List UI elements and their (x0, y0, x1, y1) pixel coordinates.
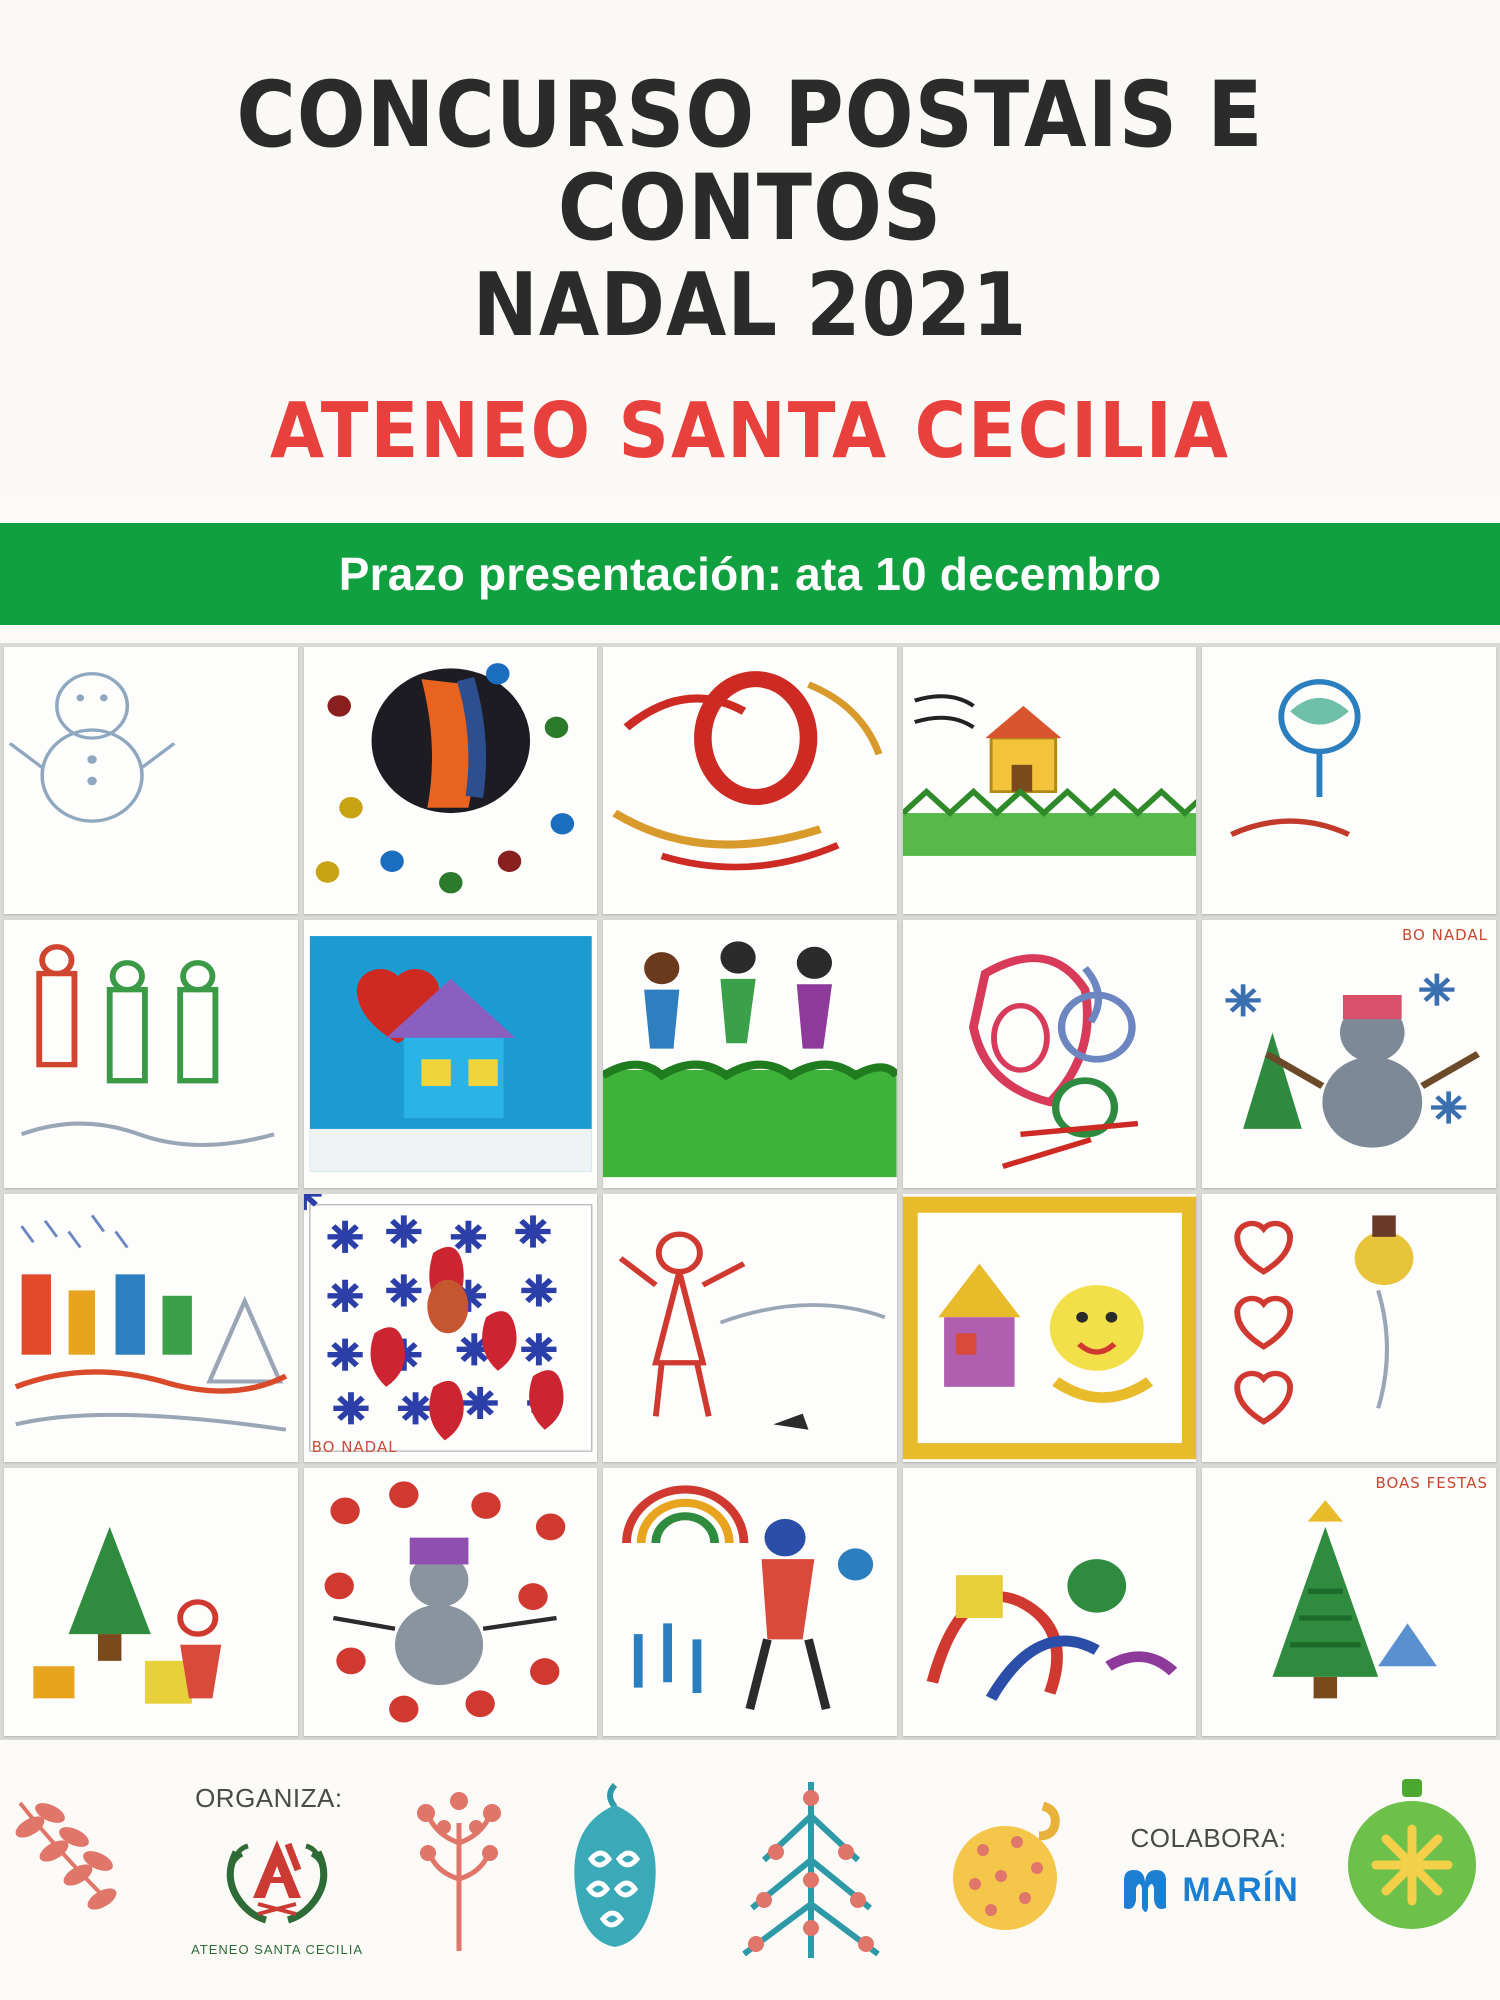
drawing-angel-line (603, 1194, 897, 1462)
drawings-photo (0, 643, 1500, 1740)
bauble-teal-icon (555, 1773, 675, 1968)
organizer-title: ATENEO SANTA CECILIA (269, 385, 1231, 476)
drawing-people-dancing (603, 920, 897, 1188)
bauble-yellow-icon (947, 1798, 1077, 1943)
colabora-block (1118, 1823, 1298, 1918)
berry-branch-icon (404, 1783, 514, 1958)
drawing-red-scribble (603, 647, 897, 915)
poster-footer (0, 1740, 1500, 2000)
ateneo-logo (202, 1818, 352, 1938)
drawing-hearts-side (1202, 1194, 1496, 1462)
drawing-caption: BO NADAL (1402, 926, 1488, 945)
page-subtitle: NADAL 2021 (472, 255, 1028, 357)
marin-logo-icon (1118, 1864, 1172, 1918)
colabora-label: COLABORA: (1130, 1822, 1287, 1853)
drawing-colorful-scribbles (903, 1468, 1197, 1736)
drawing-yellow-figure-house (903, 1194, 1197, 1462)
drawing-tree-gifts (4, 1468, 298, 1736)
drawing-dark-circle-dots (304, 647, 598, 915)
drawing-rainbow-figure (603, 1468, 897, 1736)
drawing-blue-stars-bo-nadal (304, 1194, 598, 1462)
bauble-green-icon (1340, 1773, 1490, 1968)
drawing-bauble-small (1202, 647, 1496, 915)
drawing-caption: BO NADAL (311, 1438, 398, 1457)
drawings-grid (0, 643, 1500, 1740)
marin-logo-name: MARÍN (1182, 1871, 1299, 1909)
drawing-blue-house-heart (304, 920, 598, 1188)
organiza-label: ORGANIZA: (195, 1783, 343, 1813)
drawing-snowman-red-dots (304, 1468, 598, 1736)
drawing-red-ornaments (903, 920, 1197, 1188)
deadline-band (0, 523, 1500, 625)
page-title: CONCURSO POSTAIS E CONTOS (236, 63, 1264, 262)
drawing-busy-scene (4, 1194, 298, 1462)
deadline-text: Prazo presentación: ata 10 decembro (338, 547, 1162, 600)
drawing-caption: BOAS FESTAS (1375, 1474, 1488, 1493)
organiza-block (191, 1783, 363, 1957)
poster-header (0, 0, 1500, 495)
drawing-figures-green (4, 920, 298, 1188)
drawing-house-green-field (903, 647, 1197, 915)
drawing-snowman-bo-nadal (1202, 920, 1496, 1188)
ateneo-logo-name: ATENEO SANTA CECILIA (191, 1942, 364, 1957)
drawing-snowman-outline (4, 647, 298, 915)
branch-leaves-icon (10, 1793, 150, 1948)
drawing-tree-boas-festas (1202, 1468, 1496, 1736)
christmas-tree-icon (716, 1768, 906, 1973)
